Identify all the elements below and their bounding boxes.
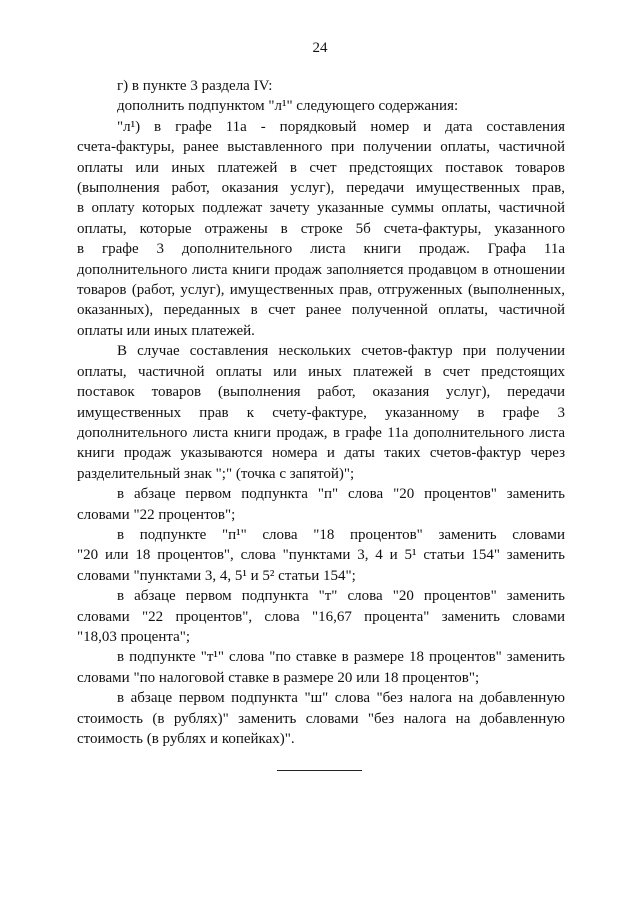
text-line: в абзаце первом подпункта "т" слова "20 процентов" заменить xyxy=(117,588,565,605)
text-line: "л¹) в графе 11а - порядковый номер и дата составления xyxy=(117,118,565,135)
text-line: дополнить подпунктом "л¹" следующего содержания: xyxy=(117,98,459,115)
text-line: словами "22 процентов", слова "16,67 процента" заменить словами xyxy=(77,608,565,625)
text-line: оплаты, частичной оплаты или иных платежей в счет предстоящих xyxy=(77,363,565,380)
text-line: стоимость (в рублях и копейках)". xyxy=(77,731,295,747)
text-line: оплаты или иных платежей. xyxy=(77,322,255,339)
text-line: в графе 3 дополнительного листа книги продаж. Графа 11а xyxy=(77,241,565,258)
document-body xyxy=(77,76,565,749)
text-line: (выполнения работ, оказания услуг), передачи имущественных прав, xyxy=(77,180,565,197)
text-line: В случае составления нескольких счетов-фактур при получении xyxy=(117,343,565,360)
page-number: 24 xyxy=(312,40,328,56)
text-line: оплаты или иных платежей в счет предстоящих поставок товаров xyxy=(77,159,565,176)
text-line: имущественных прав к счету-фактуре, указанному в графе 3 xyxy=(77,404,565,421)
text-line: поставок товаров (выполнения работ, оказания услуг), передачи xyxy=(77,384,565,401)
text-line: товаров (работ, услуг), имущественных прав, отгруженных (выполненных, xyxy=(77,282,565,299)
text-line: в оплату которых подлежат зачету указанные суммы оплаты, частичной xyxy=(77,200,565,217)
text-line: оказанных), переданных в счет ранее полученной оплаты, частичной xyxy=(77,302,565,319)
text-line: "18,03 процента"; xyxy=(77,628,191,645)
text-line: словами "пунктами 3, 4, 5¹ и 5² статьи 154"; xyxy=(77,567,356,584)
text-line: словами "по налоговой ставке в размере 20 или 18 процентов"; xyxy=(77,669,480,686)
end-divider xyxy=(277,770,362,771)
text-line: в подпункте "т¹" слова "по ставке в размере 18 процентов" заменить xyxy=(117,649,565,666)
text-line: "20 или 18 процентов", слова "пунктами 3, 4 и 5¹ статьи 154" заменить xyxy=(77,547,565,564)
text-line: дополнительного листа книги продаж заполняется продавцом в отношении xyxy=(77,261,565,278)
text-line: счета-фактуры, ранее выставленного при получении оплаты, частичной xyxy=(77,139,565,156)
text-line: в подпункте "п¹" слова "18 процентов" заменить словами xyxy=(117,526,565,543)
text-line: в абзаце первом подпункта "п" слова "20 процентов" заменить xyxy=(117,486,565,503)
text-line: в абзаце первом подпункта "ш" слова "без налога на добавленную xyxy=(117,690,565,707)
text-line: разделительный знак ";" (точка с запятой)"; xyxy=(77,465,355,482)
text-line: г) в пункте 3 раздела IV: xyxy=(117,78,273,94)
text-line: дополнительного листа книги продаж, в графе 11а дополнительного листа xyxy=(77,424,565,441)
text-line: словами "22 процентов"; xyxy=(77,506,236,523)
text-line: оплаты, которые отражены в строке 5б счета-фактуры, указанного xyxy=(77,220,565,237)
text-line: книги продаж указываются номера и даты таких счетов-фактур через xyxy=(77,445,565,462)
text-line: стоимость (в рублях)" заменить словами "без налога на добавленную xyxy=(77,710,565,727)
